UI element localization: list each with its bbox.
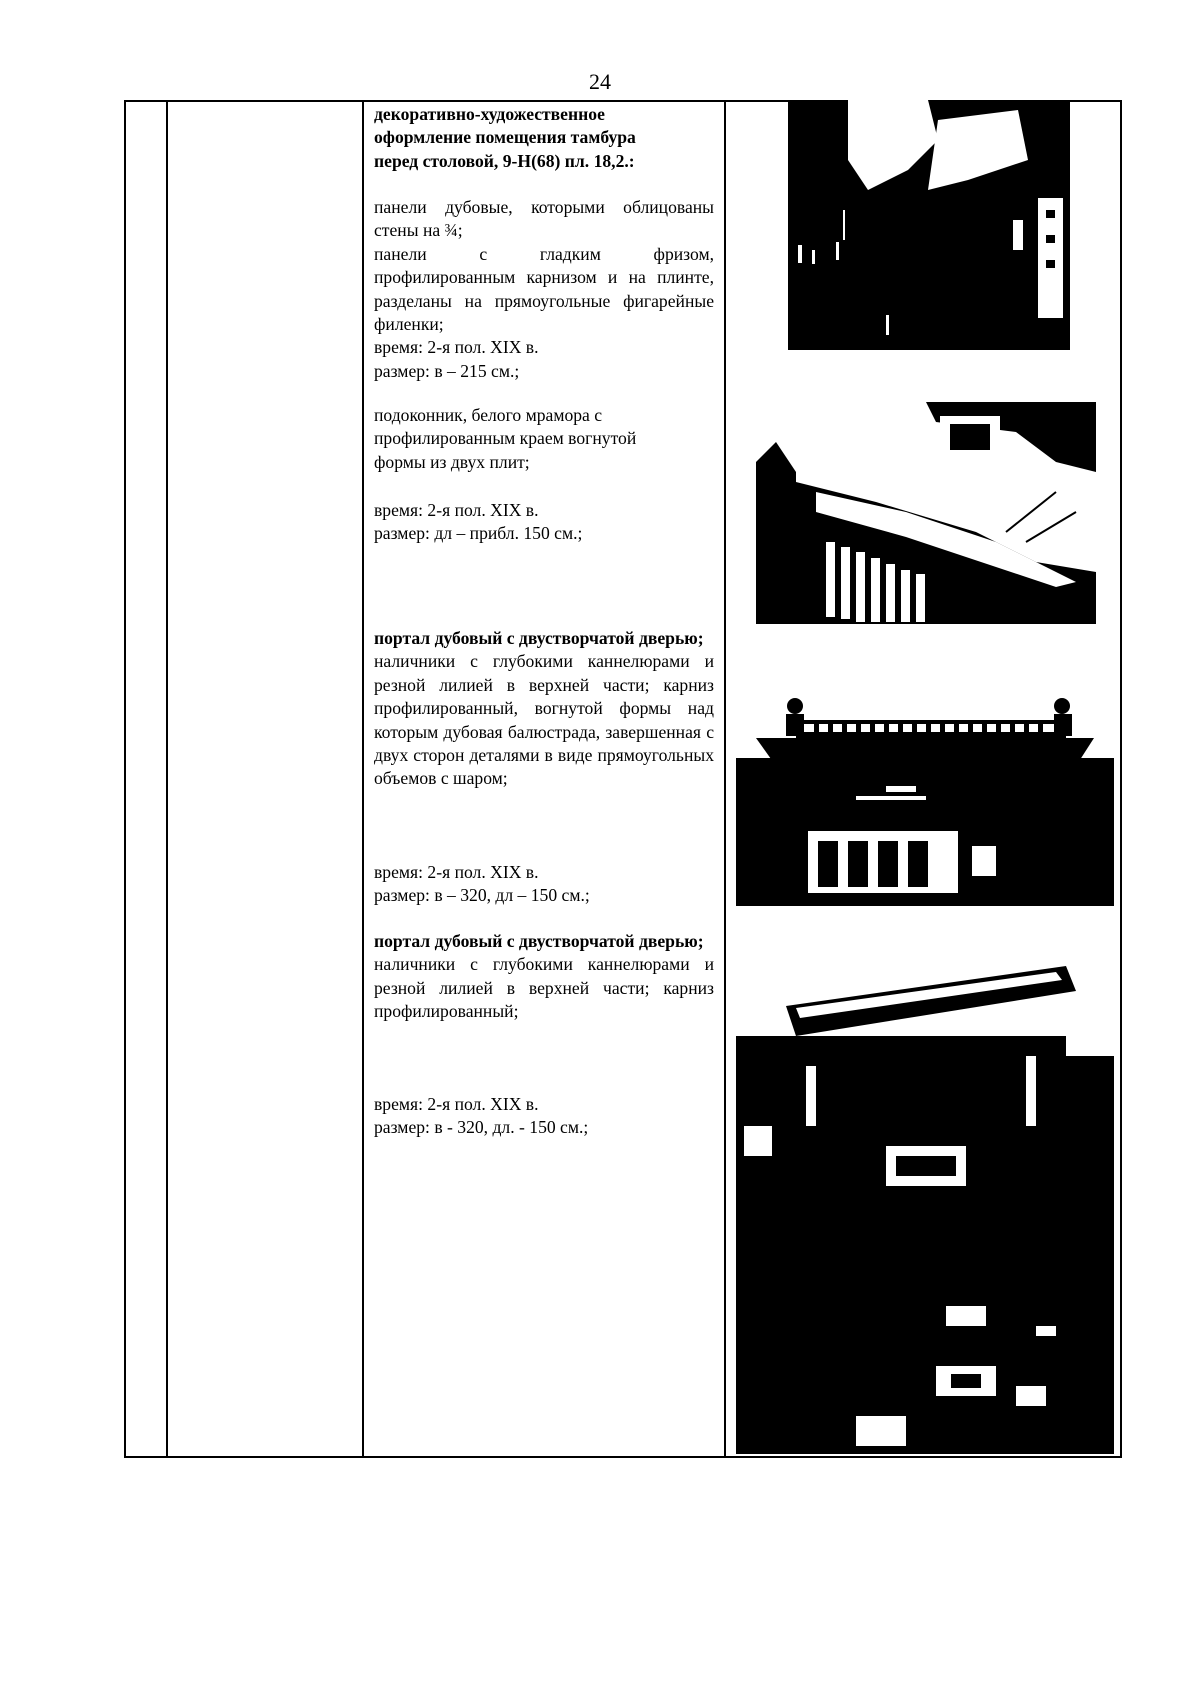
item-text: наличники с глубокими каннелюрами и резной лилией в верхней части; карниз профилированный; <box>374 954 714 1022</box>
photo-oak-panels <box>788 100 1070 350</box>
heading-line: декоративно-художественное <box>374 104 605 124</box>
column-divider <box>166 102 168 1456</box>
item-text: панели с гладким фризом, профилированным карнизом и на плинте, разделаны на прямоугольные фигарейные филенки; <box>374 243 714 335</box>
item-windowsill-meta <box>374 499 714 546</box>
item-text: панели дубовые, которыми облицованы стены на ¾; <box>374 197 714 241</box>
photo-portal-balustrade <box>736 696 1114 906</box>
heading-line: перед столовой, 9-Н(68) пл. 18,2.: <box>374 150 635 171</box>
item-time: время: 2-я пол. XIX в. <box>374 862 539 882</box>
item-portal-balustrade-meta <box>374 861 714 908</box>
item-title: портал дубовый с двустворчатой дверью; <box>374 931 704 951</box>
item-size: размер: в – 320, дл – 150 см.; <box>374 885 590 906</box>
item-windowsill <box>374 404 714 474</box>
item-text: подоконник, белого мрамора с <box>374 405 603 425</box>
item-time: время: 2-я пол. XIX в. <box>374 1094 539 1114</box>
item-text: наличники с глубокими каннелюрами и резной лилией в верхней части; карниз профилированный, вогнутой формы над которым дубовая балюстрада, завершенная с двух сторон деталями в виде прямоугольных объемов с шаром; <box>374 651 714 789</box>
photo-portal <box>736 946 1114 1454</box>
item-portal-balustrade <box>374 627 714 791</box>
heading-line: оформление помещения тамбура <box>374 127 636 148</box>
column-divider <box>724 102 726 1456</box>
item-text: формы из двух плит; <box>374 451 530 472</box>
item-portal <box>374 930 714 1024</box>
page-number: 24 <box>589 69 611 94</box>
item-portal-meta <box>374 1093 714 1140</box>
item-title: портал дубовый с двустворчатой дверью; <box>374 628 704 648</box>
item-oak-panels <box>374 196 714 383</box>
item-time: время: 2-я пол. XIX в. <box>374 337 539 358</box>
item-size: размер: в – 215 см.; <box>374 360 520 381</box>
photo-windowsill <box>756 402 1096 624</box>
item-size: размер: дл – прибл. 150 см.; <box>374 523 583 544</box>
item-size: размер: в - 320, дл. - 150 см.; <box>374 1117 589 1138</box>
item-text: профилированным краем вогнутой <box>374 428 637 449</box>
section-heading <box>374 103 714 173</box>
column-divider <box>362 102 364 1456</box>
item-time: время: 2-я пол. XIX в. <box>374 500 539 520</box>
